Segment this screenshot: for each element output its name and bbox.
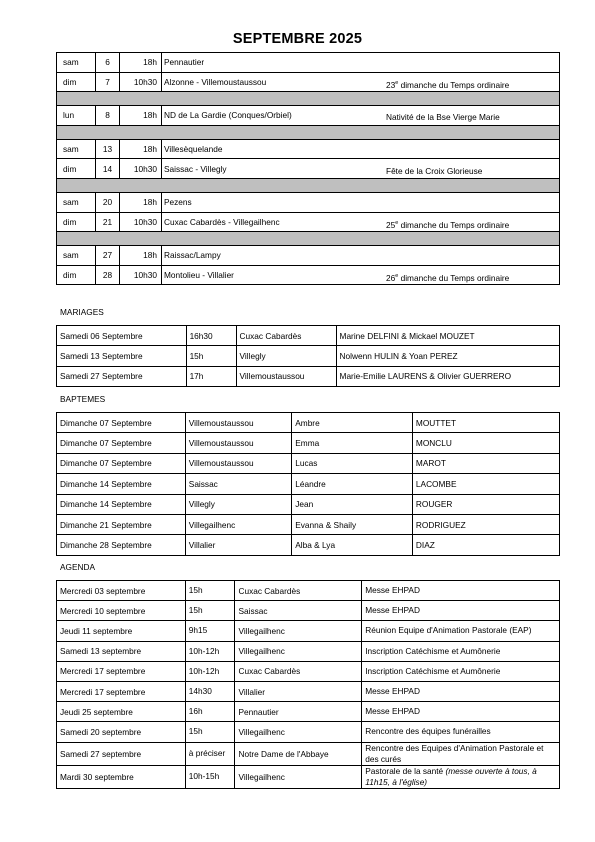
bapteme-place: Villemoustaussou: [185, 433, 291, 453]
liturgy-number: 23: [386, 79, 396, 90]
agenda-event: Réunion Equipe d'Animation Pastorale (EAP): [362, 621, 560, 641]
mass-date: 7: [96, 72, 120, 92]
agenda-event-note: (messe ouverte à tous, à 11h15, à l'église): [365, 765, 537, 787]
bapteme-firstname: Alba & Lya: [292, 535, 413, 555]
agenda-event: Rencontre des équipes funérailles: [362, 722, 560, 742]
mass-place: Pennautier: [162, 53, 385, 73]
table-row: [57, 765, 560, 788]
mass-row: [57, 53, 560, 73]
agenda-hour: 10h-12h: [185, 661, 235, 681]
bapteme-lastname: MAROT: [412, 453, 559, 473]
mass-place: Raissac/Lampy: [162, 246, 385, 266]
mass-hour: 10h30: [120, 159, 162, 179]
agenda-place: Villegailhenc: [235, 641, 362, 661]
agenda-place: Notre Dame de l'Abbaye: [235, 742, 362, 765]
agenda-event: Messe EHPAD: [362, 581, 560, 601]
agenda-event: Inscription Catéchisme et Aumônerie: [362, 661, 560, 681]
mass-day: dim: [57, 159, 96, 179]
agenda-place: Villegailhenc: [235, 722, 362, 742]
mariage-couple: Marie-Emilie LAURENS & Olivier GUERRERO: [336, 366, 559, 386]
agenda-place: Cuxac Cabardès: [235, 661, 362, 681]
bapteme-place: Villalier: [185, 535, 291, 555]
agenda-hour: 9h15: [185, 621, 235, 641]
bapteme-lastname: LACOMBE: [412, 474, 559, 494]
mass-hour: 18h: [120, 106, 162, 126]
bapteme-lastname: ROUGER: [412, 494, 559, 514]
mariage-hour: 15h: [186, 346, 236, 366]
baptemes-table: [56, 412, 560, 556]
bapteme-firstname: Jean: [292, 494, 413, 514]
table-row: [57, 702, 560, 722]
page-title: SEPTEMBRE 2025: [232, 31, 363, 47]
mass-row: [57, 192, 560, 212]
mass-hour: 10h30: [120, 265, 162, 285]
mass-date: 27: [96, 246, 120, 266]
liturgy-text: dimanche du Temps ordinaire: [398, 273, 510, 284]
agenda-date: Mercredi 03 septembre: [57, 581, 186, 601]
mass-day: dim: [57, 212, 96, 232]
separator-cell: [57, 178, 560, 192]
mass-day: sam: [57, 139, 96, 159]
table-row: [57, 661, 560, 681]
separator-row: [57, 232, 560, 246]
agenda-date: Samedi 13 septembre: [57, 641, 186, 661]
separator-cell: [57, 92, 560, 106]
liturgy-number: 25: [386, 219, 396, 230]
mariage-date: Samedi 06 Septembre: [57, 326, 187, 346]
mass-hour: 10h30: [120, 212, 162, 232]
liturgy-suffix: e: [395, 219, 399, 226]
mass-liturgy: [384, 72, 560, 92]
agenda-date: Jeudi 25 septembre: [57, 702, 186, 722]
mass-hour: 18h: [120, 246, 162, 266]
liturgy-suffix: e: [395, 79, 399, 86]
agenda-heading: AGENDA: [60, 562, 96, 572]
table-row: [57, 581, 560, 601]
mass-row: [57, 72, 560, 92]
agenda-event: Rencontre des Equipes d'Animation Pastorale et des curés: [362, 742, 560, 765]
mass-row: [57, 139, 560, 159]
agenda-event: [362, 765, 560, 788]
bapteme-firstname: Léandre: [292, 474, 413, 494]
agenda-place: Cuxac Cabardès: [235, 581, 362, 601]
agenda-place: Villalier: [235, 681, 362, 701]
mass-day: sam: [57, 192, 96, 212]
mass-liturgy: [384, 265, 560, 285]
agenda-event: Inscription Catéchisme et Aumônerie: [362, 641, 560, 661]
mass-day: sam: [57, 53, 96, 73]
table-row: [57, 474, 560, 494]
mass-date: 28: [96, 265, 120, 285]
agenda-hour: à préciser: [185, 742, 235, 765]
separator-cell: [57, 125, 560, 139]
agenda-date: Jeudi 11 septembre: [57, 621, 186, 641]
table-row: [57, 641, 560, 661]
agenda-table: [56, 580, 560, 789]
agenda-date: Samedi 20 septembre: [57, 722, 186, 742]
agenda-date: Mercredi 10 septembre: [57, 601, 186, 621]
bapteme-place: Villemoustaussou: [185, 413, 291, 433]
bapteme-date: Dimanche 07 Septembre: [57, 453, 186, 473]
mass-day: sam: [57, 246, 96, 266]
mass-liturgy: Fête de la Croix Glorieuse: [384, 159, 560, 179]
mariage-hour: 16h30: [186, 326, 236, 346]
bapteme-place: Villegly: [185, 494, 291, 514]
table-row: [57, 742, 560, 765]
mass-place: Saissac - Villegly: [162, 159, 385, 179]
agenda-place: Villegailhenc: [235, 765, 362, 788]
agenda-hour: 10h-15h: [185, 765, 235, 788]
mass-liturgy: [384, 246, 560, 266]
table-row: [57, 494, 560, 514]
liturgy-text: dimanche du Temps ordinaire: [398, 219, 510, 230]
table-row: [57, 326, 560, 346]
mass-hour: 18h: [120, 192, 162, 212]
mass-row: [57, 106, 560, 126]
mass-date: 6: [96, 53, 120, 73]
mariage-place: Villemoustaussou: [236, 366, 336, 386]
agenda-hour: 15h: [185, 722, 235, 742]
mass-hour: 18h: [120, 139, 162, 159]
separator-row: [57, 125, 560, 139]
mass-row: [57, 159, 560, 179]
mass-liturgy: [384, 139, 560, 159]
separator-row: [57, 92, 560, 106]
mass-date: 21: [96, 212, 120, 232]
bapteme-lastname: DIAZ: [412, 535, 559, 555]
table-row: [57, 433, 560, 453]
mass-place: Montolieu - Villalier: [162, 265, 385, 285]
table-row: [57, 514, 560, 534]
table-row: [57, 722, 560, 742]
agenda-hour: 15h: [185, 601, 235, 621]
mariage-couple: Nolwenn HULIN & Yoan PEREZ: [336, 346, 559, 366]
mass-date: 20: [96, 192, 120, 212]
mass-place: Pezens: [162, 192, 385, 212]
bapteme-date: Dimanche 07 Septembre: [57, 433, 186, 453]
table-row: [57, 346, 560, 366]
bapteme-date: Dimanche 21 Septembre: [57, 514, 186, 534]
mass-date: 13: [96, 139, 120, 159]
agenda-place: Saissac: [235, 601, 362, 621]
agenda-date: Mercredi 17 septembre: [57, 661, 186, 681]
bapteme-place: Saissac: [185, 474, 291, 494]
separator-cell: [57, 232, 560, 246]
table-row: [57, 601, 560, 621]
mass-day: dim: [57, 72, 96, 92]
mariage-couple: Marine DELFINI & Mickael MOUZET: [336, 326, 559, 346]
mass-place: ND de La Gardie (Conques/Orbiel): [162, 106, 385, 126]
liturgy-text: dimanche du Temps ordinaire: [398, 79, 510, 90]
agenda-date: Samedi 27 septembre: [57, 742, 186, 765]
table-row: [57, 453, 560, 473]
bapteme-place: Villegailhenc: [185, 514, 291, 534]
mass-row: [57, 212, 560, 232]
table-row: [57, 681, 560, 701]
mass-place: Villesèquelande: [162, 139, 385, 159]
mass-date: 14: [96, 159, 120, 179]
mariage-place: Cuxac Cabardès: [236, 326, 336, 346]
liturgy-number: 26: [386, 273, 396, 284]
mass-hour: 18h: [120, 53, 162, 73]
table-row: [57, 366, 560, 386]
agenda-event-text: Pastorale de la santé: [365, 765, 446, 776]
mass-day: dim: [57, 265, 96, 285]
mass-liturgy: [384, 53, 560, 73]
table-row: [57, 535, 560, 555]
agenda-date: Mardi 30 septembre: [57, 765, 186, 788]
mariage-hour: 17h: [186, 366, 236, 386]
mass-liturgy: Nativité de la Bse Vierge Marie: [384, 106, 560, 126]
bapteme-firstname: Lucas: [292, 453, 413, 473]
table-row: [57, 621, 560, 641]
mariages-table: [56, 325, 560, 387]
mass-liturgy: [384, 192, 560, 212]
mass-row: [57, 246, 560, 266]
bapteme-date: Dimanche 28 Septembre: [57, 535, 186, 555]
mass-hour: 10h30: [120, 72, 162, 92]
separator-row: [57, 178, 560, 192]
agenda-place: Villegailhenc: [235, 621, 362, 641]
liturgy-suffix: e: [395, 273, 399, 280]
mariage-place: Villegly: [236, 346, 336, 366]
agenda-event: Messe EHPAD: [362, 601, 560, 621]
agenda-hour: 16h: [185, 702, 235, 722]
bapteme-lastname: RODRIGUEZ: [412, 514, 559, 534]
mass-place: Cuxac Cabardès - Villegailhenc: [162, 212, 385, 232]
agenda-place: Pennautier: [235, 702, 362, 722]
bapteme-firstname: Emma: [292, 433, 413, 453]
mass-date: 8: [96, 106, 120, 126]
agenda-date: Mercredi 17 septembre: [57, 681, 186, 701]
masses-table: [56, 52, 560, 285]
bapteme-lastname: MOUTTET: [412, 413, 559, 433]
bapteme-date: Dimanche 07 Septembre: [57, 413, 186, 433]
mariage-date: Samedi 13 Septembre: [57, 346, 187, 366]
bapteme-firstname: Ambre: [292, 413, 413, 433]
agenda-hour: 14h30: [185, 681, 235, 701]
baptemes-heading: BAPTEMES: [60, 394, 106, 404]
bapteme-firstname: Evanna & Shaily: [292, 514, 413, 534]
bapteme-date: Dimanche 14 Septembre: [57, 494, 186, 514]
agenda-hour: 10h-12h: [185, 641, 235, 661]
mariages-heading: MARIAGES: [60, 307, 104, 317]
mass-liturgy: [384, 212, 560, 232]
mass-row: [57, 265, 560, 285]
table-row: [57, 413, 560, 433]
agenda-event: Messe EHPAD: [362, 681, 560, 701]
agenda-event: Messe EHPAD: [362, 702, 560, 722]
bapteme-place: Villemoustaussou: [185, 453, 291, 473]
mariage-date: Samedi 27 Septembre: [57, 366, 187, 386]
bapteme-lastname: MONCLU: [412, 433, 559, 453]
mass-day: lun: [57, 106, 96, 126]
mass-place: Alzonne - Villemoustaussou: [162, 72, 385, 92]
bapteme-date: Dimanche 14 Septembre: [57, 474, 186, 494]
agenda-hour: 15h: [185, 581, 235, 601]
